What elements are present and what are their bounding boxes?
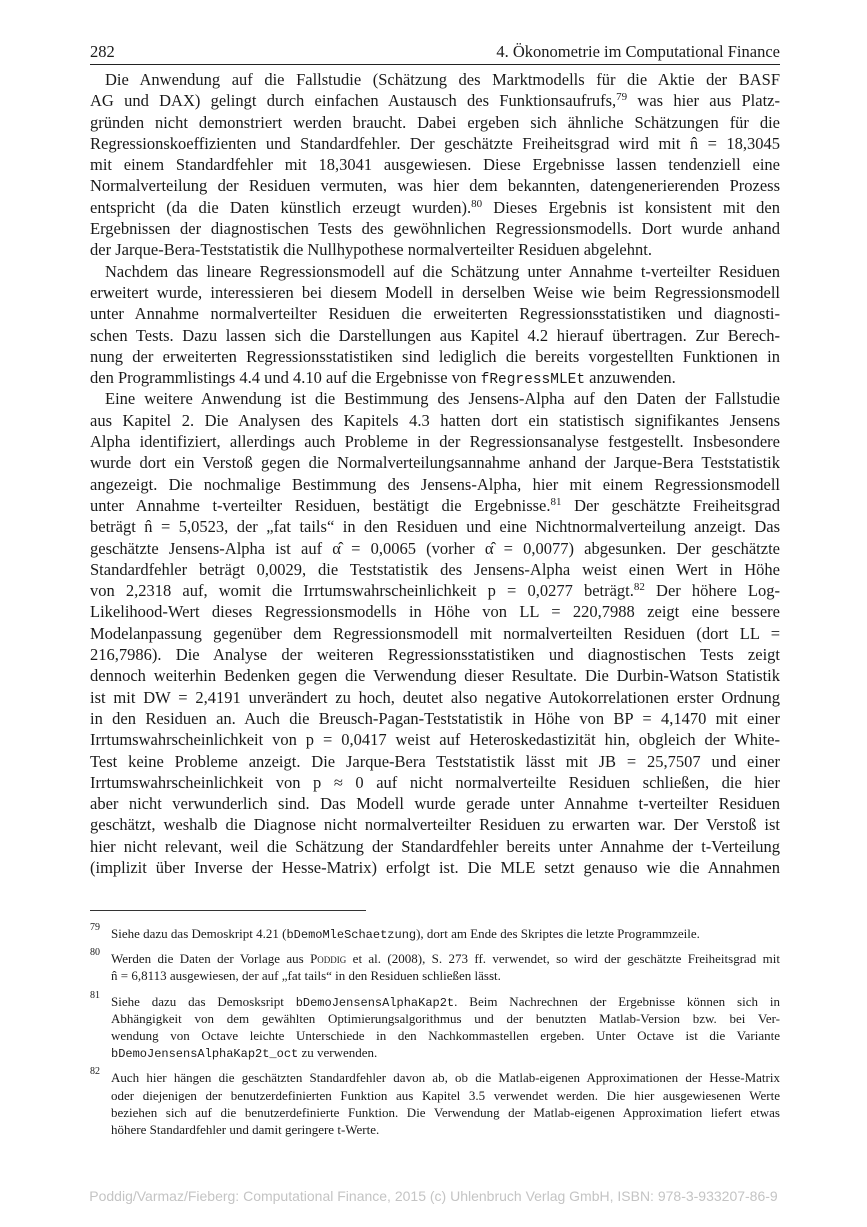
code-script-name: bDemoJensensAlphaKap2t_oct — [111, 1047, 299, 1062]
footnote-line: Abhängigkeit von dem gewählten Optimierungsalgorithmus und der benutzten Matlab-Version bzw. bei Ver- — [111, 1010, 780, 1026]
footnote-number: 79 — [90, 922, 100, 933]
text-line: den Programmlistings 4.4 und 4.10 auf die Ergebnisse von fRegressMLEt anzuwenden. — [90, 368, 676, 389]
text-line: schen Tests. Dazu lassen sich die Darstellungen aus Kapitel 4.2 hierauf übertragen. Zur Berech- — [90, 325, 780, 345]
paragraph-1 — [90, 69, 780, 261]
running-title: 4. Ökonometrie im Computational Finance — [496, 42, 780, 61]
text-line: Die Anwendung auf die Fallstudie (Schätzung des Marktmodells für die Aktie der BASF — [105, 70, 780, 89]
text-line: Eine weitere Anwendung ist die Bestimmung des Jensens-Alpha auf den Daten der Fallstudie — [105, 389, 780, 409]
text-line: unter Annahme t-verteilter Residuen, bestätigt die Ergebnisse.$^{81}$ Der geschätzte Freiheitsgrad — [90, 495, 780, 515]
footnote-line: bDemoJensensAlphaKap2t_oct zu verwenden. — [111, 1045, 378, 1062]
text-line: der Jarque-Bera-Teststatistik die Nullhypothese normalverteilter Residuen abgelehnt. — [90, 240, 652, 260]
text-line: in den Residuen an. Auch die Breusch-Pagan-Teststatistik in Höhe von BP = 4,1470 mit einer — [90, 708, 780, 728]
footnote-line: beziehen sich auf die benutzerdefinierte Funktion. Die Verwendung der Matlab-eigenen Approximation liefert etwas — [111, 1104, 780, 1120]
footnote-line: n̂ = 6,8113 ausgewiesen, der auf „fat tails“ in den Residuen schließen lässt. — [111, 968, 501, 984]
footnote-line: Siehe dazu das Demoskript 4.21 (bDemoMleSchaetzung), dort am Ende des Skriptes die letzte Programmzeile. — [111, 926, 700, 942]
main-text — [90, 69, 780, 878]
text-line: Irrtumswahrscheinlichkeit von p ≈ 0 auf nicht normalverteilte Residuen schließen, die hier — [90, 772, 780, 792]
footnote-ref-82[interactable]: 82 — [633, 581, 645, 594]
footnote-81 — [90, 989, 780, 1062]
text-line: (implizit über Inverse der Hesse-Matrix) erfolgt ist. Die MLE setzt genauso wie die Annahmen — [90, 857, 780, 877]
text-line: von 2,2318 auf, womit die Irrtumswahrscheinlichkeit p = 0,0277 beträgt.$^{82}$ Der höhere Log- — [90, 581, 780, 601]
page-number: 282 — [90, 42, 115, 61]
text-line: Normalverteilung der Residuen vermuten, was hier dem bekannten, datengenerierenden Prozess — [90, 176, 780, 196]
footnote-80 — [90, 947, 780, 984]
text-line: entspricht (da die Daten künstlich erzeugt wurden).$^{80}$ Dieses Ergebnis ist konsistent mit den — [90, 197, 780, 217]
text-line: mit einem Standardfehler mit 18,3041 ausgewiesen. Diese Ergebnisse lassen tendenziell eine — [90, 155, 780, 175]
text-line: Nachdem das lineare Regressionsmodell auf die Schätzung unter Annahme t-verteilter Residuen — [105, 261, 780, 281]
footnote-line: Siehe dazu das Demosksript bDemoJensensAlphaKap2t. Beim Nachrechnen der Ergebnisse können sich in — [111, 993, 780, 1010]
text-line: Irrtumswahrscheinlichkeit von p = 0,0417 weist auf Heteroskedastizität hin, obgleich der White- — [90, 730, 780, 750]
text-line: aus Kapitel 2. Die Analysen des Kapitels 4.3 hatten dort ein statistisch signifikantes Jensens — [90, 410, 780, 430]
text-line: AG und DAX) gelingt durch einfachen Austausch des Funktionsaufrufs,$^{79}$ was hier aus Platz- — [90, 91, 780, 111]
text-line: unter Annahme normalverteilter Residuen die erweiterten Regressionsstatistiken und diagnosti- — [90, 304, 780, 324]
code-script-name: bDemoMleSchaetzung — [286, 928, 417, 942]
footnotes — [90, 922, 780, 1146]
text-line: dennoch weiterhin Bedenken gegen die Verwendung dieser Resultate. Die Durbin-Watson Statistik — [90, 666, 780, 686]
code-script-name: bDemoJensensAlphaKap2t — [295, 995, 455, 1010]
text-line: aber nicht verwunderlich sind. Das Modell wurde gerade unter Annahme t-verteilter Residuen — [90, 794, 780, 814]
text-line: geschätzte Jensens-Alpha ist auf α̂ = 0,0065 (vorher α̂ = 0,0077) abgesunken. Der geschätzte — [90, 538, 780, 558]
text-line: Test keine Probleme anzeigt. Die Jarque-Bera Teststatistik lässt mit JB = 25,7507 und einer — [90, 751, 780, 771]
text-line: hier nicht relevant, weil die Schätzung der Standardfehler bereits unter Annahme der t-Verteilung — [90, 836, 780, 856]
footnote-number: 81 — [90, 989, 100, 1001]
footnote-line: wendung von Octave leichte Unterschiede in den Nachkommastellen ergeben. Unter Octave ist die Variante — [111, 1027, 780, 1043]
footnote-82 — [90, 1066, 780, 1138]
paragraph-2 — [90, 261, 780, 389]
text-line: wurde dort ein Verstoß gegen die Normalverteilungsannahme anhand der Jarque-Bera Teststatistik — [90, 453, 780, 473]
footnote-79 — [90, 922, 780, 942]
running-header — [90, 42, 780, 65]
text-line: gründen nicht demonstriert werden braucht. Dabei ergeben sich ähnliche Schätzungen für die — [90, 112, 780, 132]
text-line: angezeigt. Die nochmalige Bestimmung des Jensens-Alpha, hier mit einem Regressionsmodell — [90, 474, 780, 494]
text-line: Standardfehler beträgt 0,0029, die Teststatistik des Jensens-Alpha weist einen Wert in Höhe — [90, 559, 780, 579]
text-line: Regressionskoeffizienten und Standardfehler. Der geschätzte Freiheitsgrad wird mit n̂ = 18,3045 — [90, 133, 780, 153]
text-line: Ergebnissen der diagnostischen Tests des gewöhnlichen Regressionsmodells. Dort wurde anhand — [90, 219, 780, 239]
footnote-line: höhere Standardfehler und damit geringere t-Werte. — [111, 1121, 380, 1137]
footnote-line: Werden die Daten der Vorlage aus Poddig et al. (2008), S. 273 ff. verwendet, so wird der geschätzte Freiheitsgrad mit — [111, 951, 780, 967]
text-line: erweitert wurde, interessieren bei diesem Modell in derselben Weise wie beim Regressionsmodell — [90, 282, 780, 302]
footnote-line: Auch hier hängen die geschätzten Standardfehler davon ab, ob die Matlab-eigenen Approximationen der Hesse-Matrix — [111, 1070, 780, 1086]
text-line: Alpha identifiziert, allerdings auch Probleme in der Regressionsanalyse festgestellt. Insbesondere — [90, 432, 780, 452]
footnote-number: 82 — [90, 1066, 100, 1078]
author-name: Poddig — [310, 951, 347, 967]
paragraph-3 — [90, 388, 780, 878]
footnote-ref-81[interactable]: 81 — [550, 495, 562, 508]
text-line: ist mit DW = 2,4191 unverändert zu hoch, deutet also negative Autokorrelationen erster Ordnung — [90, 687, 780, 707]
footnote-number: 80 — [90, 947, 100, 959]
text-line: beträgt n̂ = 5,0523, der „fat tails“ in den Residuen und eine Nichtnormalverteilung anzeigt. Das — [90, 517, 780, 537]
text-line: geschätzt, weshalb die Diagnose nicht normalverteilter Residuen zu erwarten war. Der Verstoß ist — [90, 815, 780, 835]
text-line: Modelanpassung gegenüber dem Regressionsmodell mit normalverteilten Residuen (dort LL = — [90, 623, 780, 643]
footnote-separator — [90, 910, 366, 911]
code-function-name: fRegressMLEt — [480, 372, 586, 389]
copyright-watermark: Poddig/Varmaz/Fieberg: Computational Finance, 2015 (c) Uhlenbruch Verlag GmbH, ISBN: 978-3-933207-86-9 — [89, 1188, 778, 1204]
text-line: nung der erweiterten Regressionsstatistiken sind lediglich die bereits vorgestellten Funktionen in — [90, 346, 780, 366]
text-line: Likelihood-Wert dieses Regressionsmodells in Höhe von LL = 220,7988 zeigt eine bessere — [90, 602, 780, 622]
footnote-ref-79[interactable]: 79 — [616, 91, 628, 104]
footnote-line: oder diejenigen der benutzerdefinierten Funktion aus Kapitel 3.5 verwendet werden. Die hier ausgewiesenen Werte — [111, 1087, 780, 1103]
footnote-ref-80[interactable]: 80 — [471, 197, 483, 210]
text-line: 216,7986). Die Analyse der weiteren Regressionsstatistiken und diagnostischen Tests zeigt — [90, 645, 780, 665]
